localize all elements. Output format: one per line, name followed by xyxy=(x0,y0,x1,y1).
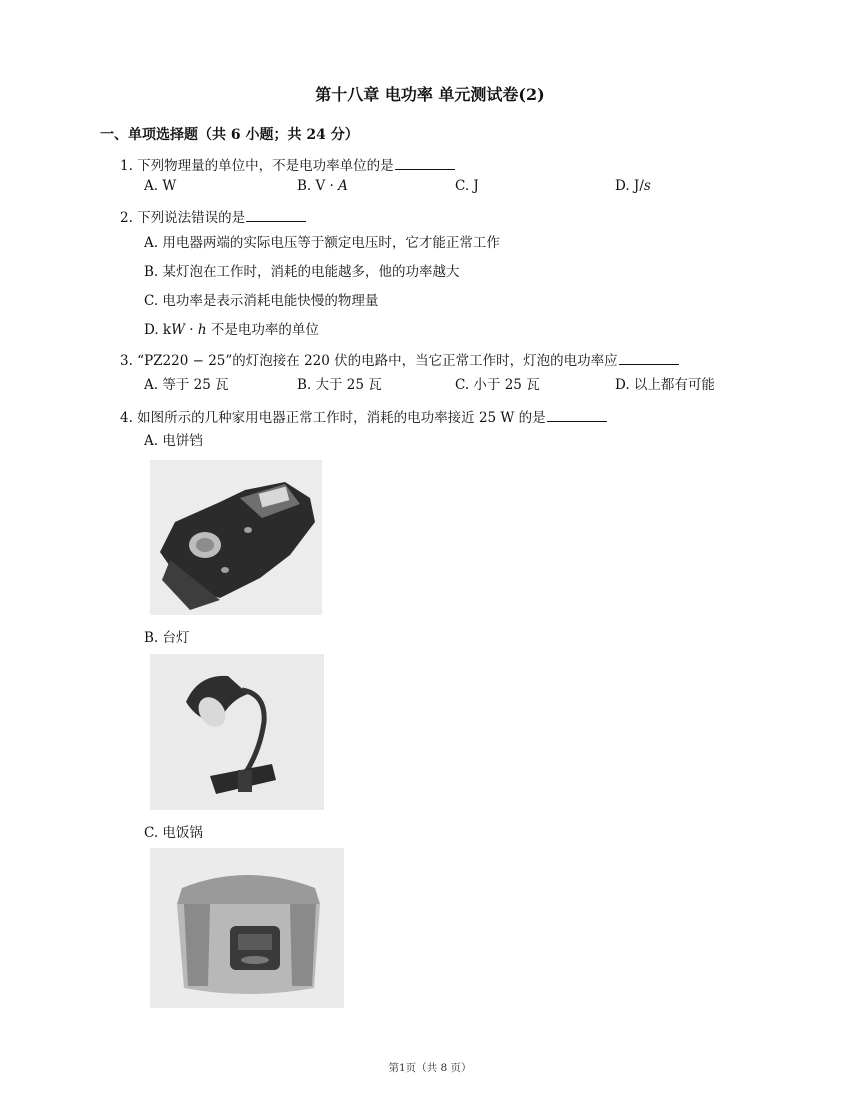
desk-lamp-icon xyxy=(150,654,324,810)
q2-option-c: C. 电功率是表示消耗电能快慢的物理量 xyxy=(144,293,379,309)
q2-option-d xyxy=(144,318,319,338)
q1-option-d-label: D. J/ xyxy=(615,178,644,194)
desk-lamp-photo xyxy=(150,654,324,810)
answer-blank xyxy=(619,352,679,365)
q1-option-b-label: B. V · xyxy=(297,178,339,194)
question-3-text: 3. “PZ220 − 25”的灯泡接在 220 伏的电路中，当它正常工作时，灯泡的电功率应 xyxy=(120,353,618,369)
section-heading: 一、单项选择题（共 6 小题；共 24 分） xyxy=(100,127,359,143)
q1-option-d xyxy=(615,178,651,194)
page-title: 第十八章 电功率 单元测试卷(2) xyxy=(315,85,545,104)
griddle-photo xyxy=(150,460,322,615)
question-2-text: 2. 下列说法错误的是 xyxy=(120,210,246,226)
q1-option-d-var: s xyxy=(643,178,651,194)
q2-option-d-dot: · xyxy=(185,322,198,338)
q2-option-a: A. 用电器两端的实际电压等于额定电压时，它才能正常工作 xyxy=(144,235,500,251)
q3-option-b: B. 大于 25 瓦 xyxy=(297,377,382,393)
q2-option-d-var1: W xyxy=(171,322,185,338)
q1-option-b-var: A xyxy=(338,178,348,194)
q3-option-a: A. 等于 25 瓦 xyxy=(144,377,229,393)
q4-option-a: A. 电饼铛 xyxy=(144,433,203,449)
page-footer: 第1页（共 8 页） xyxy=(388,1062,472,1074)
q2-option-d-suffix: 不是电功率的单位 xyxy=(206,322,319,338)
answer-blank xyxy=(246,209,306,222)
q2-option-d-var2: h xyxy=(197,322,207,338)
answer-blank xyxy=(395,157,455,170)
q4-option-b: B. 台灯 xyxy=(144,630,190,646)
question-3-stem xyxy=(120,349,679,369)
question-1-text: 1. 下列物理量的单位中，不是电功率单位的是 xyxy=(120,158,394,174)
q1-option-b xyxy=(297,178,348,194)
q4-option-c: C. 电饭锅 xyxy=(144,825,203,841)
q3-option-c: C. 小于 25 瓦 xyxy=(455,377,540,393)
question-2-stem xyxy=(120,206,306,226)
q2-option-b: B. 某灯泡在工作时，消耗的电能越多，他的功率越大 xyxy=(144,264,460,280)
rice-cooker-icon xyxy=(150,848,344,1008)
question-4-text: 4. 如图所示的几种家用电器正常工作时，消耗的电功率接近 25 W 的是 xyxy=(120,410,546,426)
answer-blank xyxy=(547,409,607,422)
q1-option-c: C. J xyxy=(455,178,479,194)
griddle-icon xyxy=(150,460,322,615)
q1-option-a: A. W xyxy=(144,178,177,194)
question-1-stem xyxy=(120,154,455,174)
question-4-stem xyxy=(120,406,607,426)
q2-option-d-label: D. k xyxy=(144,322,172,338)
q3-option-d: D. 以上都有可能 xyxy=(615,377,715,393)
rice-cooker-photo xyxy=(150,848,344,1008)
